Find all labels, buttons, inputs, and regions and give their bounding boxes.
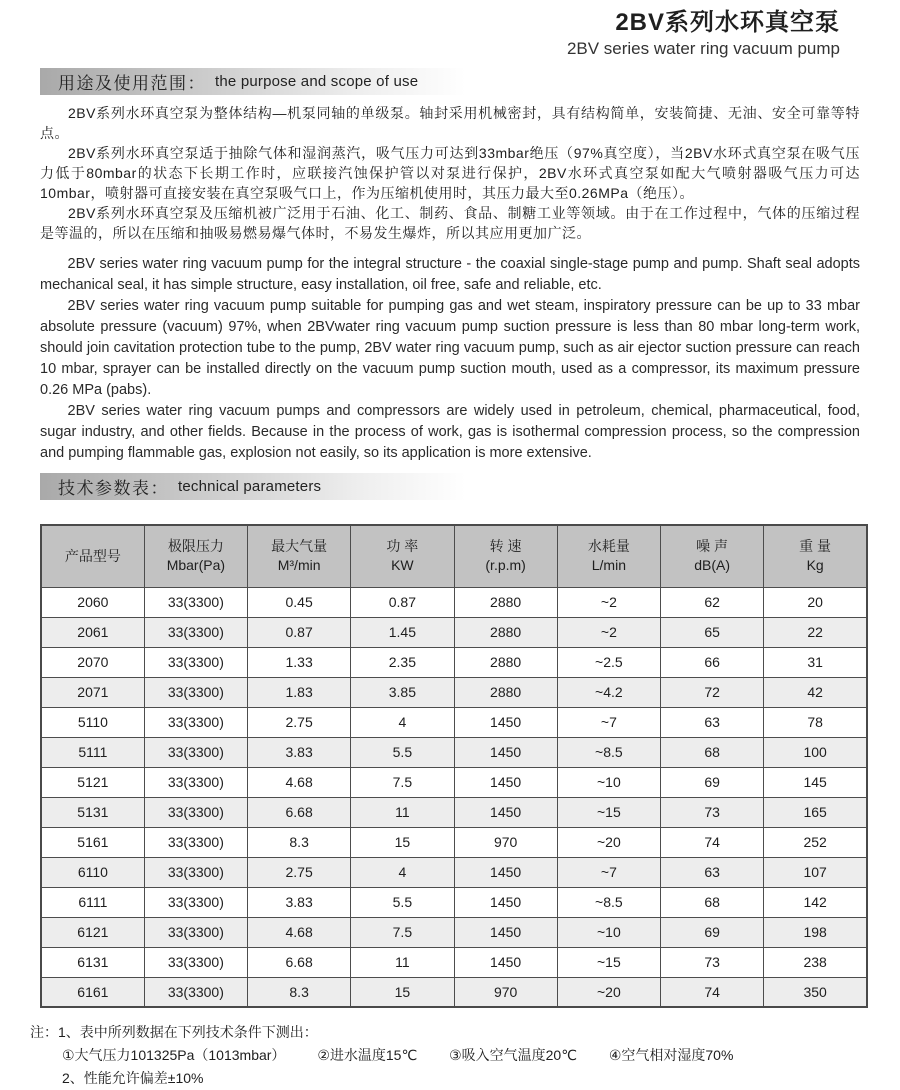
- table-cell: ~4.2: [557, 677, 660, 707]
- table-cell: 970: [454, 977, 557, 1007]
- table-cell: 350: [764, 977, 867, 1007]
- table-row: [41, 677, 867, 707]
- table-cell: 73: [661, 947, 764, 977]
- table-cell: 1450: [454, 887, 557, 917]
- table-cell: 33(3300): [144, 647, 247, 677]
- table-cell: ~8.5: [557, 887, 660, 917]
- table-cell: 33(3300): [144, 827, 247, 857]
- column-header-name: 最大气量: [271, 538, 328, 555]
- table-row: [41, 827, 867, 857]
- page-title-en: 2BV series water ring vacuum pump: [566, 39, 840, 58]
- table-cell: 63: [661, 857, 764, 887]
- note-conditions: [30, 1044, 870, 1067]
- table-cell: 100: [764, 737, 867, 767]
- condition-item: ④空气相对湿度70%: [608, 1047, 734, 1063]
- note-text: 2、性能允许偏差±10%: [62, 1070, 204, 1086]
- table-cell: 1450: [454, 917, 557, 947]
- column-header: [351, 525, 454, 587]
- column-header-unit: Kg: [806, 557, 824, 574]
- table-cell: 6110: [41, 857, 144, 887]
- table-cell: 33(3300): [144, 947, 247, 977]
- table-cell: 1450: [454, 767, 557, 797]
- table-cell: ~2.5: [557, 647, 660, 677]
- title-block: [0, 8, 900, 59]
- table-cell: 970: [454, 827, 557, 857]
- table-cell: 2071: [41, 677, 144, 707]
- table-cell: 5.5: [351, 887, 454, 917]
- table-cell: 3.83: [248, 887, 351, 917]
- table-row: [41, 617, 867, 647]
- table-cell: 1.33: [248, 647, 351, 677]
- note-line-2: [30, 1067, 870, 1090]
- table-cell: 1450: [454, 857, 557, 887]
- table-cell: 3.85: [351, 677, 454, 707]
- table-row: [41, 737, 867, 767]
- parameters-heading-en: technical parameters: [178, 478, 322, 495]
- table-cell: 11: [351, 797, 454, 827]
- column-header: [144, 525, 247, 587]
- column-header: [248, 525, 351, 587]
- table-cell: 7.5: [351, 767, 454, 797]
- table-cell: 2880: [454, 587, 557, 617]
- purpose-heading-en: the purpose and scope of use: [215, 73, 419, 90]
- table-row: [41, 587, 867, 617]
- column-header-name: 产品型号: [64, 547, 121, 564]
- table-cell: 42: [764, 677, 867, 707]
- column-header: [557, 525, 660, 587]
- table-cell: 198: [764, 917, 867, 947]
- footnotes: [30, 1021, 870, 1090]
- table-row: [41, 797, 867, 827]
- paragraph-en: 2BV series water ring vacuum pumps and compressors are widely used in petroleum, chemical, pharmaceutical, food, sugar industry, and other fields. Because in the process of work, gas is isothermal compression process, so the compression and pumping flammable gas, explosion not easily, so its application is more extensive.: [40, 403, 860, 461]
- table-cell: 15: [351, 827, 454, 857]
- table-cell: 1450: [454, 707, 557, 737]
- table-cell: 72: [661, 677, 764, 707]
- table-cell: 63: [661, 707, 764, 737]
- table-cell: 1.83: [248, 677, 351, 707]
- table-cell: ~2: [557, 617, 660, 647]
- note-text: 1、表中所列数据在下列技术条件下测出：: [58, 1024, 318, 1040]
- table-cell: 78: [764, 707, 867, 737]
- table-cell: 69: [661, 917, 764, 947]
- table-cell: 5131: [41, 797, 144, 827]
- column-header-name: 重 量: [799, 538, 832, 555]
- table-cell: 74: [661, 827, 764, 857]
- table-cell: 1.45: [351, 617, 454, 647]
- paragraph-en: 2BV series water ring vacuum pump suitable for pumping gas and wet steam, inspiratory pressure can be up to 33 mbar absolute pressure (vacuum) 97%, when 2BVwater ring vacuum pump suction pressure is less than 80 mbar long-term work, should join cavitation protection tube to the pump, 2BV water ring vacuum pump, such as air ejector suction pressure can reach 10 mbar, sprayer can be installed directly on the vacuum pump suction mouth, used as a compressor, its maximum pressure 0.26 MPa (pabs).: [40, 298, 860, 398]
- table-cell: 4.68: [248, 917, 351, 947]
- table-cell: 6121: [41, 917, 144, 947]
- note-line-1: [30, 1021, 870, 1044]
- paragraph-zh: 2BV系列水环真空泵及压缩机被广泛用于石油、化工、制药、食品、制糖工业等领域。由于在工作过程中，气体的压缩过程是等温的，所以在压缩和抽吸易燃易爆气体时，不易发生爆炸，所以其应用更加广泛。: [40, 205, 860, 241]
- table-cell: 33(3300): [144, 917, 247, 947]
- column-header-unit: (r.p.m): [485, 557, 526, 574]
- parameters-heading-zh: 技术参数表：: [58, 479, 169, 498]
- english-paragraphs: [40, 254, 860, 464]
- table-cell: 6131: [41, 947, 144, 977]
- table-cell: 2880: [454, 617, 557, 647]
- table-cell: 5161: [41, 827, 144, 857]
- table-cell: 5110: [41, 707, 144, 737]
- column-header-unit: L/min: [591, 557, 626, 574]
- column-header-unit: M³/min: [277, 557, 321, 574]
- table-cell: ~7: [557, 857, 660, 887]
- table-cell: 33(3300): [144, 737, 247, 767]
- paragraph-en: 2BV series water ring vacuum pump for the integral structure - the coaxial single-stage pump and pump. Shaft seal adopts mechanical seal, it has simple structure, easy installation, oil free, safe and reliable, etc.: [40, 256, 860, 293]
- table-cell: 145: [764, 767, 867, 797]
- table-cell: 7.5: [351, 917, 454, 947]
- table-cell: 74: [661, 977, 764, 1007]
- column-header: [454, 525, 557, 587]
- table-cell: 2.35: [351, 647, 454, 677]
- table-cell: 33(3300): [144, 797, 247, 827]
- table-cell: 65: [661, 617, 764, 647]
- table-row: [41, 767, 867, 797]
- table-header-row: [41, 525, 867, 587]
- table-cell: 1450: [454, 737, 557, 767]
- table-cell: 6161: [41, 977, 144, 1007]
- table-cell: 8.3: [248, 827, 351, 857]
- section-heading-purpose: [40, 68, 488, 95]
- table-row: [41, 977, 867, 1007]
- note-label: 注：: [30, 1024, 58, 1040]
- condition-item: ①大气压力101325Pa（1013mbar）: [62, 1047, 286, 1063]
- table-cell: 165: [764, 797, 867, 827]
- table-cell: 4.68: [248, 767, 351, 797]
- column-header: [661, 525, 764, 587]
- table-cell: 4: [351, 857, 454, 887]
- table-cell: 6.68: [248, 947, 351, 977]
- table-cell: 2060: [41, 587, 144, 617]
- column-header-name: 转 速: [489, 538, 522, 555]
- table-cell: 2.75: [248, 857, 351, 887]
- page-title-zh: 2BV系列水环真空泵: [615, 9, 840, 36]
- table-cell: 2.75: [248, 707, 351, 737]
- table-row: [41, 947, 867, 977]
- column-header-unit: Mbar(Pa): [166, 557, 226, 574]
- table-cell: 5121: [41, 767, 144, 797]
- table-body: [41, 587, 867, 1007]
- table-cell: 66: [661, 647, 764, 677]
- table-cell: 2880: [454, 677, 557, 707]
- table-cell: 33(3300): [144, 677, 247, 707]
- table-cell: 62: [661, 587, 764, 617]
- table-cell: 68: [661, 887, 764, 917]
- column-header-unit: dB(A): [694, 557, 731, 574]
- table-cell: 73: [661, 797, 764, 827]
- purpose-heading-zh: 用途及使用范围：: [58, 74, 206, 93]
- column-header: [764, 525, 867, 587]
- table-cell: 2061: [41, 617, 144, 647]
- table-cell: 68: [661, 737, 764, 767]
- table-cell: 142: [764, 887, 867, 917]
- table-cell: 2880: [454, 647, 557, 677]
- table-cell: 11: [351, 947, 454, 977]
- paragraph-zh: 2BV系列水环真空泵为整体结构—机泵同轴的单级泵。轴封采用机械密封，具有结构简单，安装简捷、无油、安全可靠等特点。: [40, 105, 860, 141]
- table-cell: 6111: [41, 887, 144, 917]
- table-cell: 5.5: [351, 737, 454, 767]
- table-cell: 8.3: [248, 977, 351, 1007]
- condition-item: ③吸入空气温度20℃: [449, 1047, 577, 1063]
- table-cell: 3.83: [248, 737, 351, 767]
- table-cell: 2070: [41, 647, 144, 677]
- column-header-name: 功 率: [386, 538, 419, 555]
- chinese-paragraphs: [40, 103, 860, 243]
- table-cell: 6.68: [248, 797, 351, 827]
- table-cell: ~15: [557, 797, 660, 827]
- table-cell: ~10: [557, 767, 660, 797]
- table-cell: 33(3300): [144, 617, 247, 647]
- table-cell: 1450: [454, 947, 557, 977]
- column-header-name: 噪 声: [696, 538, 729, 555]
- table-cell: ~8.5: [557, 737, 660, 767]
- table-row: [41, 857, 867, 887]
- table-cell: 33(3300): [144, 767, 247, 797]
- paragraph-zh: 2BV系列水环真空泵适于抽除气体和湿润蒸汽，吸气压力可达到33mbar绝压（97%真空度），当2BV水环式真空泵在吸气压力低于80mbar的状态下长期工作时，应联接汽蚀保护管以对泵进行保护，2BV水环式真空泵如配大气喷射器吸气压力可达10mbar，喷射器可直接安装在真空泵吸气口上，作为压缩机使用时，其压力最大至0.26MPa（绝压）。: [40, 145, 860, 201]
- table-cell: 0.87: [351, 587, 454, 617]
- table-cell: 33(3300): [144, 977, 247, 1007]
- column-header-unit: KW: [391, 557, 414, 574]
- table-cell: 238: [764, 947, 867, 977]
- table-cell: ~2: [557, 587, 660, 617]
- purpose-body: [40, 103, 860, 464]
- table-row: [41, 887, 867, 917]
- table-row: [41, 917, 867, 947]
- section-heading-parameters: [40, 473, 488, 500]
- table-cell: 1450: [454, 797, 557, 827]
- table-cell: ~10: [557, 917, 660, 947]
- column-header-name: 水耗量: [587, 538, 630, 555]
- table-cell: 33(3300): [144, 857, 247, 887]
- table-cell: ~15: [557, 947, 660, 977]
- table-row: [41, 707, 867, 737]
- table-cell: 69: [661, 767, 764, 797]
- table-cell: 31: [764, 647, 867, 677]
- column-header: [41, 525, 144, 587]
- table-cell: 33(3300): [144, 587, 247, 617]
- table-cell: 20: [764, 587, 867, 617]
- table-cell: 15: [351, 977, 454, 1007]
- table-cell: 252: [764, 827, 867, 857]
- table-cell: 5111: [41, 737, 144, 767]
- table-cell: ~20: [557, 827, 660, 857]
- column-header-name: 极限压力: [167, 538, 224, 555]
- table-cell: 4: [351, 707, 454, 737]
- table-cell: 22: [764, 617, 867, 647]
- table-cell: ~7: [557, 707, 660, 737]
- table-cell: 0.45: [248, 587, 351, 617]
- table-cell: ~20: [557, 977, 660, 1007]
- table-cell: 33(3300): [144, 887, 247, 917]
- condition-item: ②进水温度15℃: [317, 1047, 418, 1063]
- table-cell: 0.87: [248, 617, 351, 647]
- technical-parameters-table: [40, 524, 868, 1008]
- table-row: [41, 647, 867, 677]
- table-cell: 33(3300): [144, 707, 247, 737]
- table-cell: 107: [764, 857, 867, 887]
